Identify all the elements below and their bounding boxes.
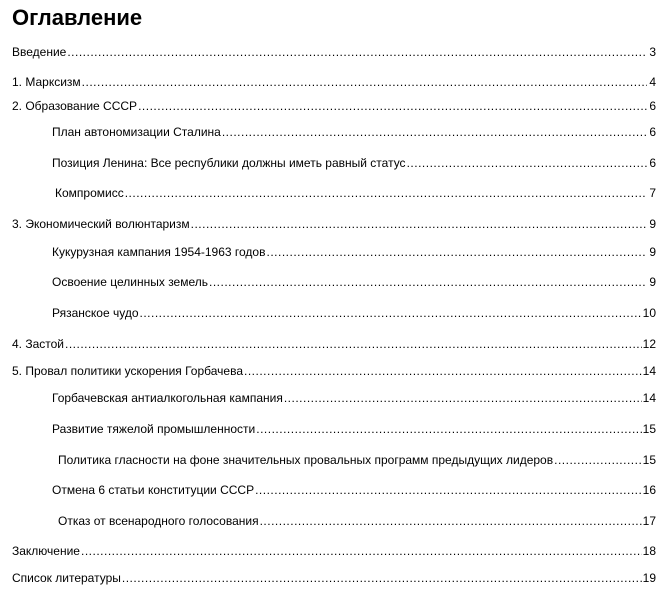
toc-page-number: 17 bbox=[642, 514, 656, 528]
toc-entry-introduction[interactable] bbox=[0, 44, 656, 60]
dot-leader bbox=[82, 74, 647, 90]
toc-entry-marxism[interactable] bbox=[0, 74, 656, 90]
dot-leader bbox=[284, 390, 642, 406]
dot-leader bbox=[65, 336, 642, 352]
dot-leader bbox=[260, 513, 642, 529]
dot-leader bbox=[138, 98, 647, 114]
toc-entry-label: Политика гласности на фоне значительных провальных программ предыдущих лидеров bbox=[58, 453, 554, 467]
toc-page-number: 7 bbox=[649, 186, 656, 200]
toc-title: Оглавление bbox=[12, 5, 143, 30]
dot-leader bbox=[125, 185, 647, 201]
toc-page-number: 14 bbox=[642, 364, 656, 378]
toc-entry-stalin-autonomization[interactable] bbox=[0, 124, 656, 140]
toc-entry-label: Рязанское чудо bbox=[52, 306, 139, 320]
toc-page-number: 6 bbox=[649, 99, 656, 113]
dot-leader bbox=[191, 216, 647, 232]
toc-page-number: 19 bbox=[642, 571, 656, 585]
toc-entry-label: Горбачевская антиалкогольная кампания bbox=[52, 391, 283, 405]
toc-page-number: 9 bbox=[649, 275, 656, 289]
toc-entry-ryazan-miracle[interactable] bbox=[0, 305, 656, 321]
toc-entry-heavy-industry[interactable] bbox=[0, 421, 656, 437]
toc-entry-label: Введение bbox=[12, 45, 67, 59]
dot-leader bbox=[140, 305, 642, 321]
toc-entry-label: Позиция Ленина: Все республики должны иметь равный статус bbox=[52, 156, 406, 170]
toc-entry-label: 2. Образование СССР bbox=[12, 99, 138, 113]
dot-leader bbox=[209, 274, 647, 290]
toc-entry-lenin-position[interactable] bbox=[0, 155, 656, 171]
toc-entry-bibliography[interactable] bbox=[0, 570, 656, 586]
toc-entry-label: Список литературы bbox=[12, 571, 121, 585]
toc-entry-label: Заключение bbox=[12, 544, 80, 558]
toc-entry-label: 4. Застой bbox=[12, 337, 65, 351]
toc-page-number: 12 bbox=[642, 337, 656, 351]
toc-entry-glasnost[interactable] bbox=[0, 452, 656, 468]
toc-entry-label: Отказ от всенародного голосования bbox=[58, 514, 259, 528]
toc-entry-referendum-refusal[interactable] bbox=[0, 513, 656, 529]
toc-page-number: 6 bbox=[649, 156, 656, 170]
toc-entry-anti-alcohol-campaign[interactable] bbox=[0, 390, 656, 406]
toc-entry-conclusion[interactable] bbox=[0, 543, 656, 559]
toc-entry-label: План автономизации Сталина bbox=[52, 125, 221, 139]
dot-leader bbox=[244, 363, 642, 379]
toc-entry-label: Кукурузная кампания 1954-1963 годов bbox=[52, 245, 266, 259]
dot-leader bbox=[222, 124, 647, 140]
toc-page-number: 14 bbox=[642, 391, 656, 405]
dot-leader bbox=[122, 570, 642, 586]
toc-entry-label: Отмена 6 статьи конституции СССР bbox=[52, 483, 255, 497]
toc-entry-label: Компромисс bbox=[55, 186, 124, 200]
toc-page-number: 16 bbox=[642, 483, 656, 497]
toc-page-number: 18 bbox=[642, 544, 656, 558]
dot-leader bbox=[255, 482, 642, 498]
dot-leader bbox=[81, 543, 642, 559]
toc-entry-compromise[interactable] bbox=[0, 185, 656, 201]
toc-page-number: 10 bbox=[642, 306, 656, 320]
dot-leader bbox=[67, 44, 647, 60]
dot-leader bbox=[256, 421, 641, 437]
toc-page-number: 9 bbox=[649, 217, 656, 231]
dot-leader bbox=[266, 244, 647, 260]
toc-entry-article-6-repeal[interactable] bbox=[0, 482, 656, 498]
toc-entry-virgin-lands[interactable] bbox=[0, 274, 656, 290]
dot-leader bbox=[407, 155, 647, 171]
toc-page-number: 9 bbox=[649, 245, 656, 259]
toc-entry-stagnation[interactable] bbox=[0, 336, 656, 352]
toc-entry-label: 5. Провал политики ускорения Горбачева bbox=[12, 364, 243, 378]
toc-page-number: 15 bbox=[642, 453, 656, 467]
toc-entry-label: Освоение целинных земель bbox=[52, 275, 209, 289]
toc-entry-corn-campaign[interactable] bbox=[0, 244, 656, 260]
toc-entry-label: 3. Экономический волюнтаризм bbox=[12, 217, 190, 231]
toc-entry-ussr-formation[interactable] bbox=[0, 98, 656, 114]
toc-entry-label: Развитие тяжелой промышленности bbox=[52, 422, 256, 436]
toc-entry-gorbachev-acceleration[interactable] bbox=[0, 363, 656, 379]
toc-page-number: 4 bbox=[649, 75, 656, 89]
toc-page-number: 3 bbox=[649, 45, 656, 59]
toc-entry-label: 1. Марксизм bbox=[12, 75, 81, 89]
toc-entry-economic-voluntarism[interactable] bbox=[0, 216, 656, 232]
toc-page-number: 6 bbox=[649, 125, 656, 139]
dot-leader bbox=[554, 452, 642, 468]
toc-page-number: 15 bbox=[642, 422, 656, 436]
